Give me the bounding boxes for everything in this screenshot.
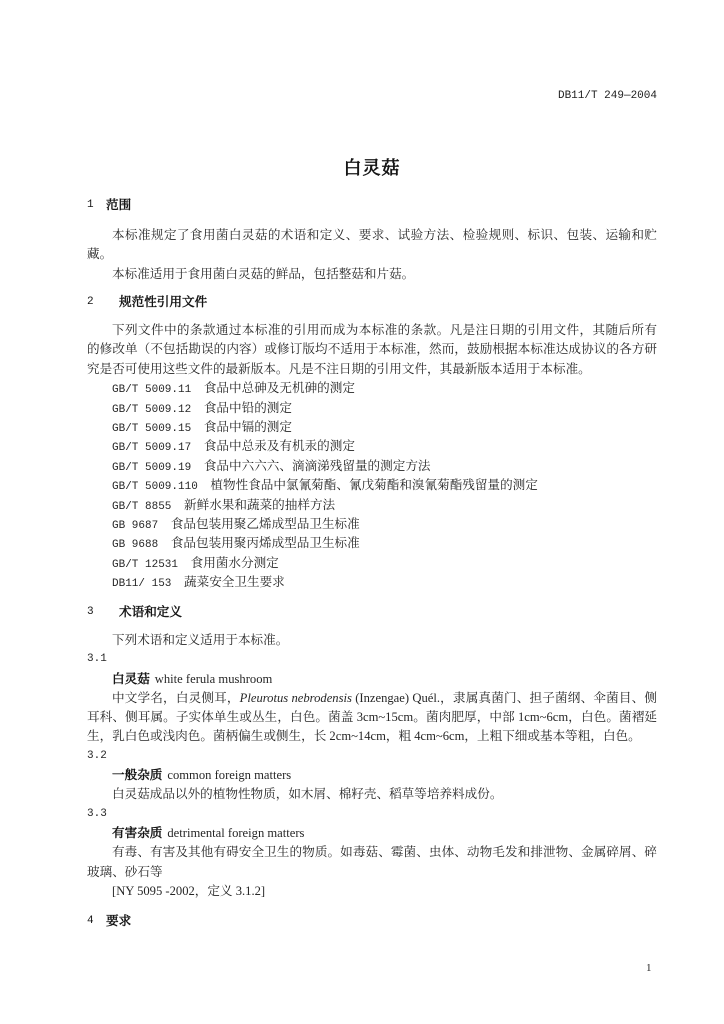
reference-item <box>87 554 657 573</box>
page-number: 1 <box>646 962 652 974</box>
term-name-en: common foreign matters <box>167 768 292 783</box>
reference-item <box>87 418 657 437</box>
term-number: 3.2 <box>87 749 107 762</box>
reference-item <box>87 437 657 456</box>
reference-title: 食品包装用聚丙烯成型品卫生标准 <box>170 536 360 551</box>
definition-line: 白灵菇成品以外的植物性物质，如木屑、棉籽壳、稻草等培养料成份。 <box>112 787 503 802</box>
term-heading <box>87 670 657 689</box>
term-heading <box>87 766 657 785</box>
section-title: 范围 <box>106 198 132 212</box>
reference-title: 新鲜水果和蔬菜的抽样方法 <box>184 497 336 512</box>
reference-title: 食品中六六六、滴滴涕残留量的测定方法 <box>203 458 431 473</box>
reference-title: 蔬菜安全卫生要求 <box>184 575 285 590</box>
document-title: 白灵菇 <box>343 158 401 178</box>
reference-code: GB/T 5009.110 <box>112 481 198 494</box>
term-number: 3.1 <box>87 653 107 666</box>
definition-line <box>87 689 657 708</box>
reference-title: 食品中镉的测定 <box>203 419 292 434</box>
reference-code: GB/T 5009.17 <box>112 442 192 455</box>
paragraph-line: 究是否可使用这些文件的最新版本。凡是不注日期的引用文件，其最新版本适用于本标准。 <box>87 361 591 376</box>
term-name-zh: 有害杂质 <box>112 825 163 840</box>
section-number: 2 <box>87 296 94 308</box>
section-1-body <box>87 226 657 284</box>
section-4-heading <box>87 911 657 931</box>
reference-item <box>87 476 657 495</box>
reference-item <box>87 534 657 553</box>
section-3-body <box>87 631 657 901</box>
reference-item <box>87 457 657 476</box>
reference-title: 食品中总砷及无机砷的测定 <box>203 381 355 396</box>
reference-item <box>87 496 657 515</box>
section-3-heading <box>87 602 657 622</box>
reference-code: GB/T 5009.19 <box>112 461 192 474</box>
reference-code: DB11/ 153 <box>112 578 172 591</box>
scientific-name: Pleurotus nebrodensis <box>239 690 352 705</box>
reference-title: 食品中总汞及有机汞的测定 <box>203 439 355 454</box>
reference-title: 食用菌水分测定 <box>190 555 279 570</box>
reference-title: 食品中铅的测定 <box>203 400 292 415</box>
term-name-en: white ferula mushroom <box>154 671 273 686</box>
reference-item <box>87 515 657 534</box>
reference-title: 植物性食品中氯氰菊酯、氰戊菊酯和溴氰菊酯残留量的测定 <box>210 478 538 493</box>
reference-code: GB/T 5009.12 <box>112 403 192 416</box>
definition-line: 生，乳白色或浅肉色。菌柄偏生或侧生，长 2cm~14cm，粗 4cm~6cm，上粗下细或基本等粗，白色。 <box>87 729 641 744</box>
section-2-heading <box>87 292 657 312</box>
definition-line: 耳科、侧耳属。子实体单生或丛生，白色。菌盖 3cm~15cm。菌肉肥厚，中部 1cm~6cm，白色。菌褶延 <box>87 710 657 725</box>
section-number: 4 <box>87 915 94 927</box>
reference-item <box>87 399 657 418</box>
paragraph-line: 的修改单（不包括勘误的内容）或修订版均不适用于本标准，然而，鼓励根据本标准达成协议的各方研 <box>87 342 657 357</box>
definition-text: (Inzengae) Quél.，隶属真菌门、担子菌纲、伞菌目、侧 <box>351 690 657 705</box>
paragraph-line: 下列术语和定义适用于本标准。 <box>112 633 289 647</box>
section-title: 术语和定义 <box>119 605 182 619</box>
term-heading <box>87 824 657 843</box>
section-title: 规范性引用文件 <box>119 295 208 309</box>
reference-code: GB/T 8855 <box>112 500 172 513</box>
definition-text: 中文学名，白灵侧耳， <box>112 690 240 705</box>
term-number: 3.3 <box>87 807 107 820</box>
paragraph-line: 本标准规定了食用菌白灵菇的术语和定义、要求、试验方法、检验规则、标识、包装、运输和贮 <box>112 228 657 242</box>
term-name-zh: 白灵菇 <box>112 671 150 686</box>
paragraph-line: 下列文件中的条款通过本标准的引用而成为本标准的条款。凡是注日期的引用文件，其随后所有 <box>112 323 657 337</box>
paragraph-line: 藏。 <box>87 247 113 262</box>
definition-line: 玻璃、砂石等 <box>87 864 163 879</box>
section-2-body <box>87 321 657 592</box>
paragraph-line: 本标准适用于食用菌白灵菇的鲜品，包括整菇和片菇。 <box>112 266 415 281</box>
section-title: 要求 <box>106 914 132 928</box>
term-name-en: detrimental foreign matters <box>167 825 305 840</box>
term-source: [NY 5095 -2002，定义 3.1.2] <box>112 883 266 898</box>
reference-code: GB/T 12531 <box>112 558 179 571</box>
definition-line: 有毒、有害及其他有碍安全卫生的物质。如毒菇、霉菌、虫体、动物毛发和排泄物、金属碎屑、碎 <box>112 845 657 860</box>
reference-item <box>87 573 657 592</box>
reference-item <box>87 379 657 398</box>
reference-title: 食品包装用聚乙烯成型品卫生标准 <box>170 516 360 531</box>
reference-code: GB/T 5009.11 <box>112 384 192 397</box>
section-number: 3 <box>87 606 94 618</box>
reference-code: GB/T 5009.15 <box>112 422 192 435</box>
term-name-zh: 一般杂质 <box>112 768 163 783</box>
reference-code: GB 9687 <box>112 519 159 532</box>
section-1-heading <box>87 195 657 215</box>
reference-code: GB 9688 <box>112 539 159 552</box>
section-number: 1 <box>87 199 94 211</box>
document-code: DB11/T 249—2004 <box>557 90 657 102</box>
